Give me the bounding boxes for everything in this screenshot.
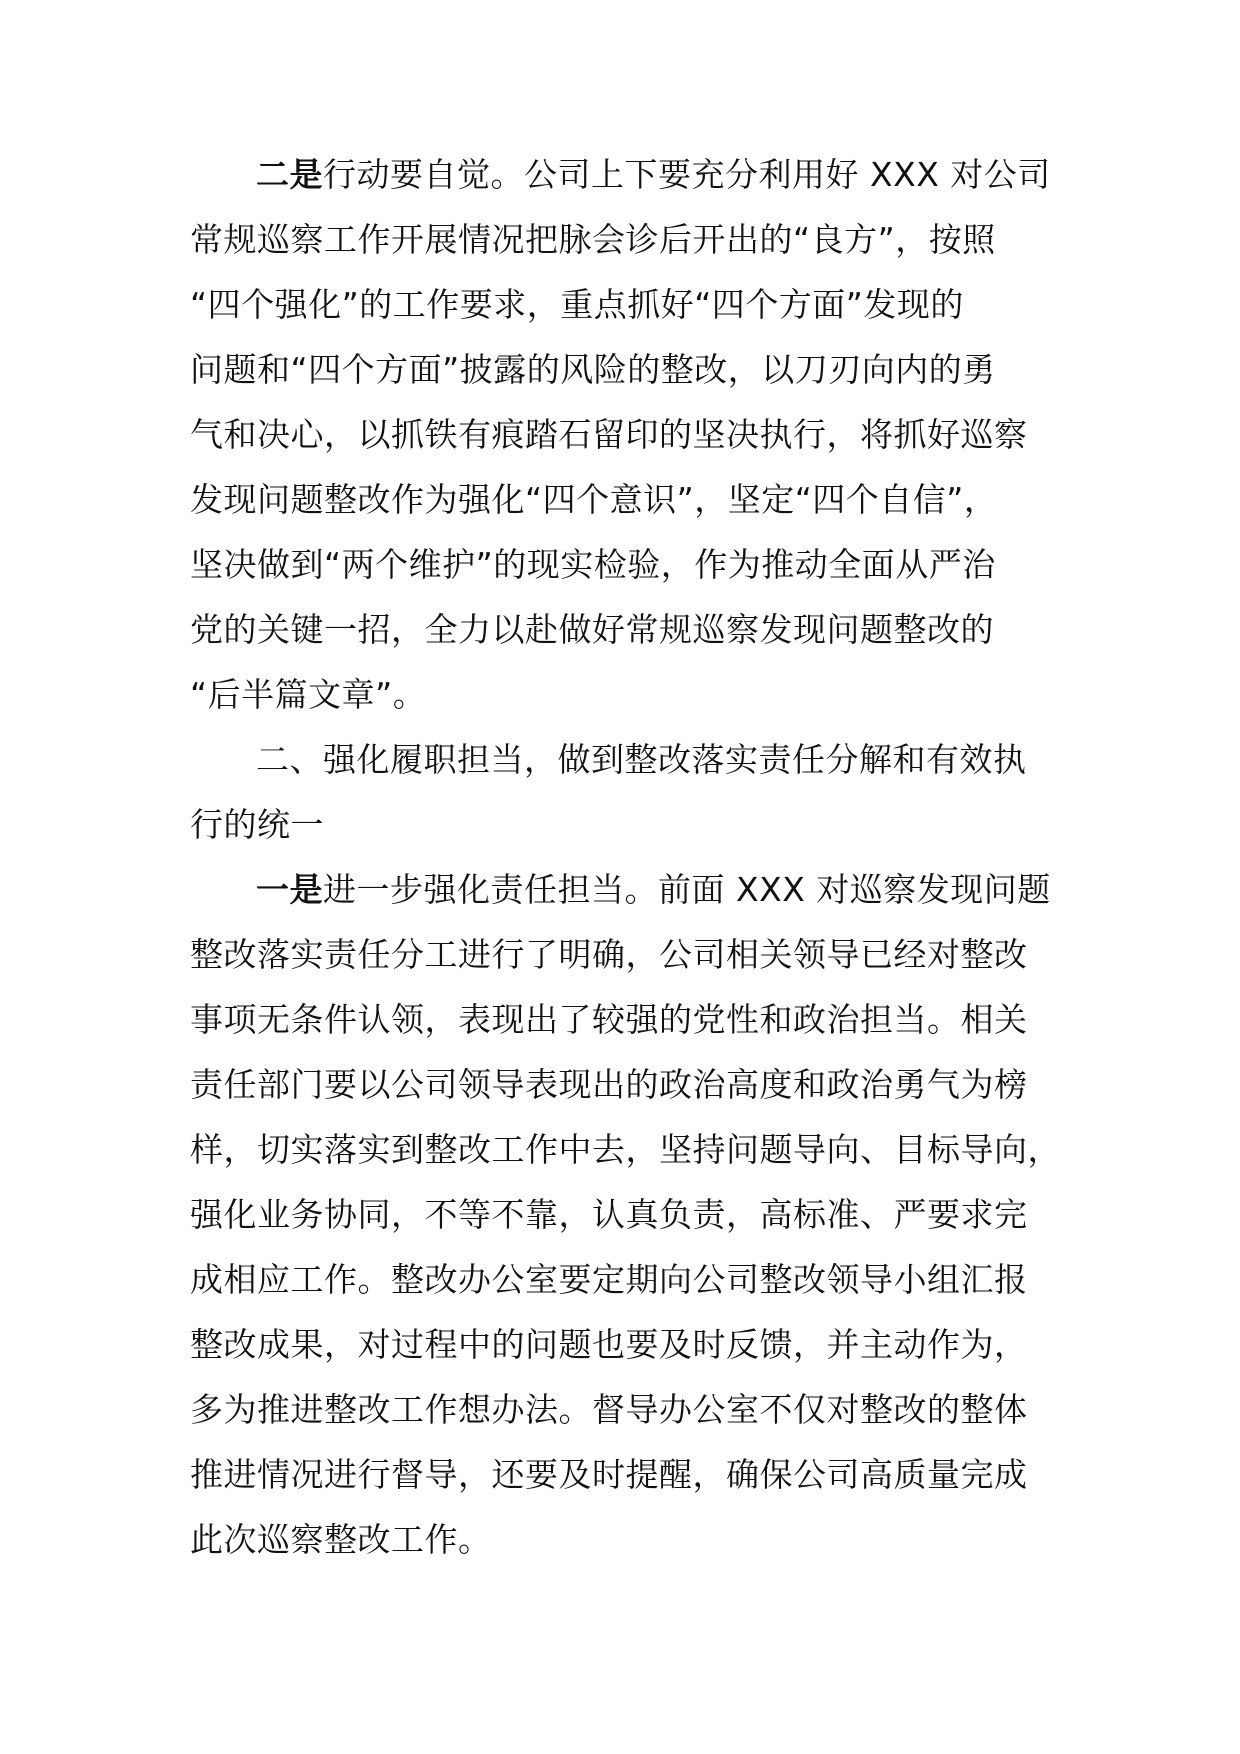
paragraph-text: 进一步强化责任担当。前面 XXX 对巡察发现问题 xyxy=(323,870,1051,909)
paragraph-2-line-3: “四个强化”的工作要求，重点抓好“四个方面”发现的 xyxy=(190,285,964,324)
paragraph-2-line-7: 坚决做到“两个维护”的现实检验，作为推动全面从严治 xyxy=(190,545,996,584)
paragraph-1-line-6: 强化业务协同，不等不靠，认真负责，高标准、严要求完 xyxy=(190,1195,1028,1234)
paragraph-1-line-2: 整改落实责任分工进行了明确，公司相关领导已经对整改 xyxy=(190,935,1028,974)
section-heading-line-2: 行的统一 xyxy=(190,805,324,844)
point-label: 二是 xyxy=(256,155,323,194)
paragraph-text: 行动要自觉。公司上下要充分利用好 XXX 对公司 xyxy=(323,155,1051,194)
paragraph-2-line-4: 问题和“四个方面”披露的风险的整改，以刀刃向内的勇 xyxy=(190,350,996,389)
paragraph-2-line-1 xyxy=(256,142,1070,208)
paragraph-1-line-10: 推进情况进行督导，还要及时提醒，确保公司高质量完成 xyxy=(190,1455,1028,1494)
paragraph-2-line-5: 气和决心，以抓铁有痕踏石留印的坚决执行，将抓好巡察 xyxy=(190,415,1028,454)
paragraph-2-line-6: 发现问题整改作为强化“四个意识”，坚定“四个自信”， xyxy=(190,480,998,519)
paragraph-1-line-5: 样，切实落实到整改工作中去，坚持问题导向、目标导向， xyxy=(190,1130,1061,1169)
paragraph-1-line-1 xyxy=(256,857,1070,923)
paragraph-1-line-4: 责任部门要以公司领导表现出的政治高度和政治勇气为榜 xyxy=(190,1065,1028,1104)
paragraph-2-line-2: 常规巡察工作开展情况把脉会诊后开出的“良方”，按照 xyxy=(190,220,996,259)
paragraph-2-line-8: 党的关键一招，全力以赴做好常规巡察发现问题整改的 xyxy=(190,610,994,649)
paragraph-1-line-3: 事项无条件认领，表现出了较强的党性和政治担当。相关 xyxy=(190,1000,1028,1039)
section-heading-line-1: 二、强化履职担当，做到整改落实责任分解和有效执 xyxy=(256,740,1027,779)
paragraph-1-line-9: 多为推进整改工作想办法。督导办公室不仅对整改的整体 xyxy=(190,1390,1028,1429)
paragraph-2-line-9: “后半篇文章”。 xyxy=(190,675,427,714)
point-label: 一是 xyxy=(256,870,323,909)
paragraph-1-line-8: 整改成果，对过程中的问题也要及时反馈，并主动作为， xyxy=(190,1325,1028,1364)
paragraph-1-line-11: 此次巡察整改工作。 xyxy=(190,1520,492,1559)
paragraph-1-line-7: 成相应工作。整改办公室要定期向公司整改领导小组汇报 xyxy=(190,1260,1028,1299)
